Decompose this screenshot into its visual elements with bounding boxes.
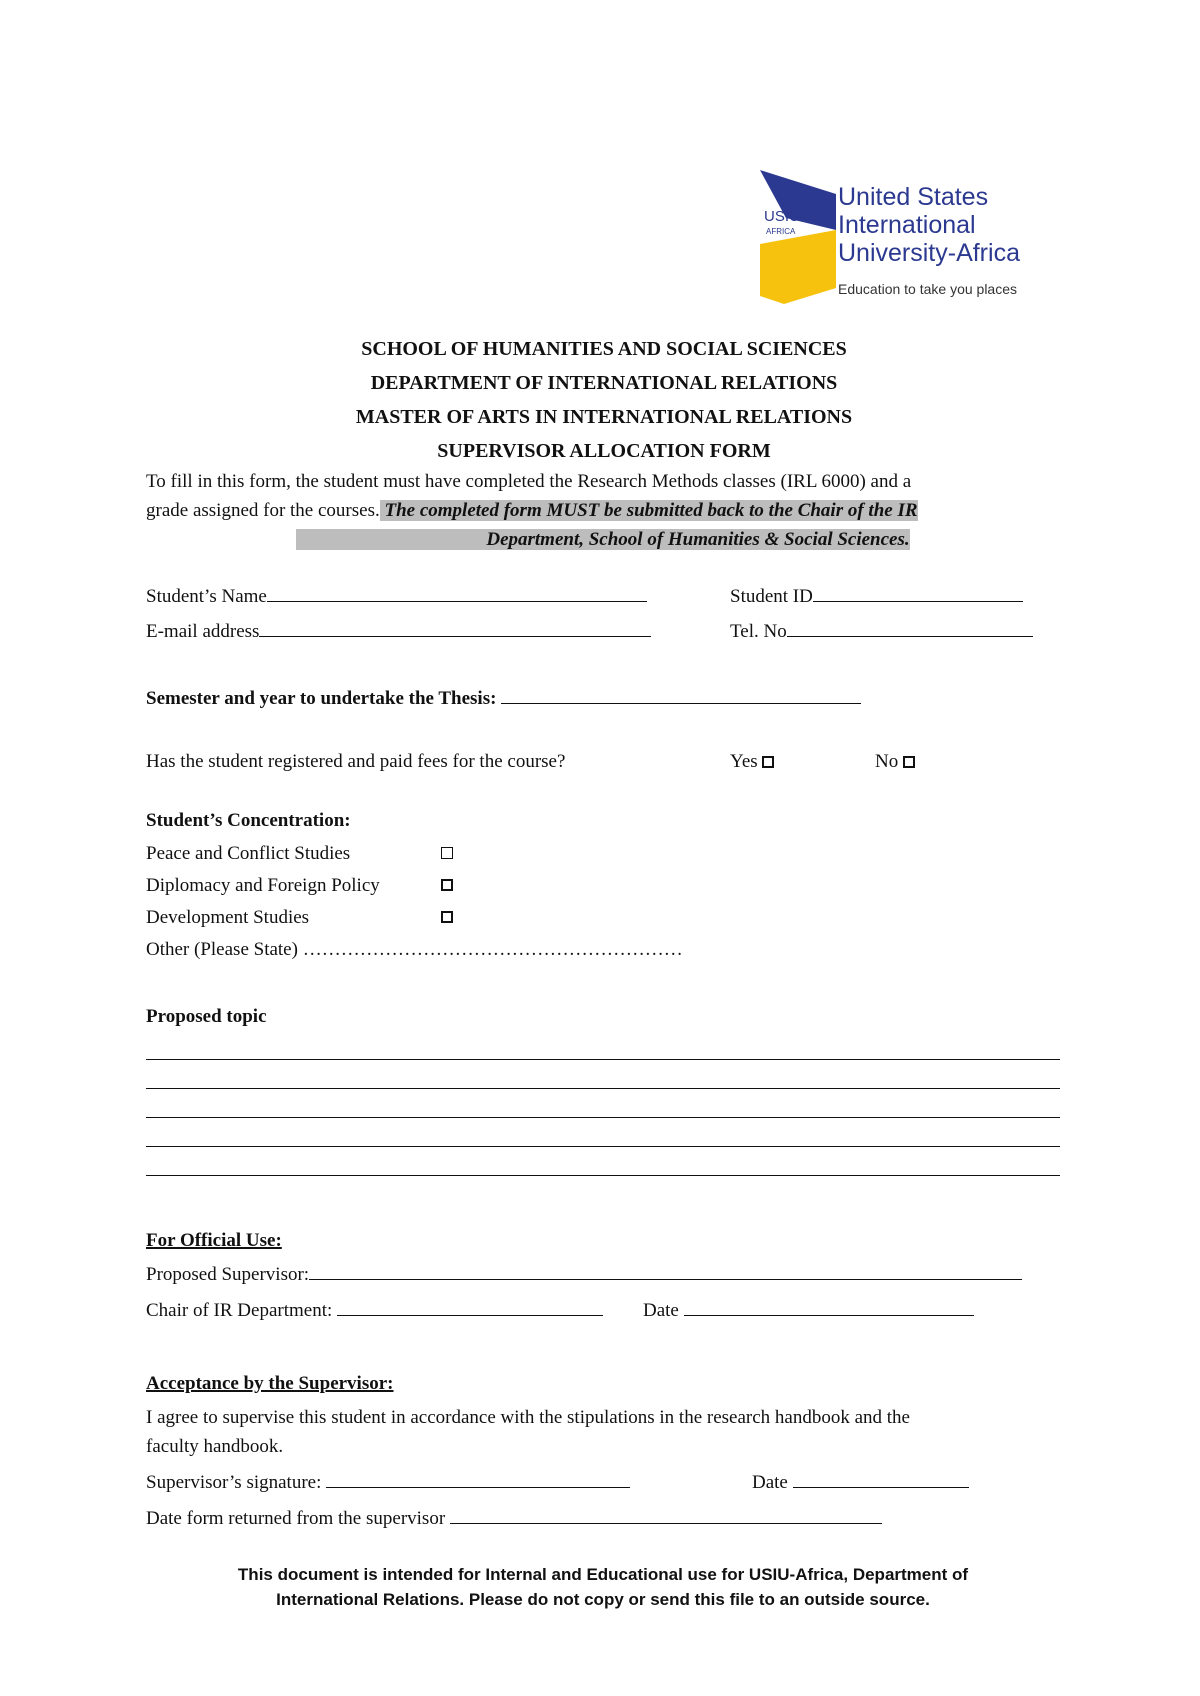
- no-checkbox[interactable]: [903, 756, 915, 768]
- date-returned-field[interactable]: [146, 1508, 882, 1530]
- date-returned-label: Date form returned from the supervisor: [146, 1508, 446, 1529]
- logo-line-2: International: [838, 211, 976, 239]
- logo-badge-bottom: AFRICA: [766, 227, 796, 236]
- registered-question: Has the student registered and paid fees for the course?: [146, 751, 566, 772]
- logo-tagline: Education to take you places: [838, 281, 1018, 297]
- email-line[interactable]: [259, 635, 651, 637]
- proposed-supervisor-line[interactable]: [309, 1278, 1022, 1280]
- supervisor-date-label: Date: [752, 1472, 788, 1493]
- student-name-line[interactable]: [267, 600, 647, 602]
- footer-disclaimer: [146, 1562, 1060, 1612]
- concentration-option-development: Development Studies: [146, 907, 310, 928]
- email-label: E-mail address: [146, 621, 260, 642]
- form-title: SUPERVISOR ALLOCATION FORM: [437, 440, 771, 462]
- acceptance-line-2: faculty handbook.: [146, 1436, 284, 1457]
- student-id-field[interactable]: [730, 586, 1023, 608]
- logo-line-1: United States: [838, 183, 989, 211]
- proposed-topic-heading: Proposed topic: [146, 1006, 267, 1027]
- logo-emblem: [758, 168, 838, 308]
- semester-line[interactable]: [501, 702, 861, 704]
- supervisor-signature-label: Supervisor’s signature:: [146, 1472, 322, 1493]
- diplomacy-checkbox[interactable]: [441, 879, 453, 891]
- concentration-option-diplomacy: Diplomacy and Foreign Policy: [146, 875, 380, 896]
- school-heading: SCHOOL OF HUMANITIES AND SOCIAL SCIENCES: [361, 338, 847, 360]
- instructions-emphasis: The completed form MUST be submitted back to the Chair of the IR: [379, 500, 918, 521]
- chair-date-line[interactable]: [684, 1314, 974, 1316]
- student-name-field[interactable]: [146, 586, 647, 608]
- logo-line-3: University-Africa: [838, 239, 1020, 267]
- footer-line-2: International Relations. Please do not copy or send this file to an outside source.: [276, 1590, 930, 1609]
- instructions-line-3: [146, 529, 1060, 551]
- peace-checkbox[interactable]: [441, 847, 453, 859]
- topic-line[interactable]: [146, 1088, 1060, 1089]
- date-returned-line[interactable]: [450, 1522, 882, 1524]
- concentration-other[interactable]: Other (Please State) ……………………………………………………: [146, 939, 683, 960]
- yes-checkbox[interactable]: [762, 756, 774, 768]
- official-use-heading-text: For Official Use:: [146, 1230, 282, 1251]
- instructions-line-2: [146, 500, 918, 522]
- email-field[interactable]: [146, 621, 651, 643]
- proposed-supervisor-label: Proposed Supervisor:: [146, 1264, 310, 1285]
- instructions-line-1: To fill in this form, the student must have completed the Research Methods classes (IRL 6000) and a: [146, 471, 912, 492]
- topic-line[interactable]: [146, 1175, 1060, 1176]
- development-checkbox[interactable]: [441, 911, 453, 923]
- proposed-supervisor-field[interactable]: [146, 1264, 1022, 1286]
- supervisor-date-field[interactable]: [752, 1472, 969, 1494]
- supervisor-signature-line[interactable]: [326, 1486, 630, 1488]
- concentration-heading: Student’s Concentration:: [146, 810, 351, 831]
- department-heading: DEPARTMENT OF INTERNATIONAL RELATIONS: [370, 372, 838, 394]
- acceptance-line-1: I agree to supervise this student in accordance with the stipulations in the research handbook and the: [146, 1407, 910, 1428]
- instructions-emphasis-2: Department, School of Humanities & Social Sciences.: [296, 529, 909, 550]
- student-id-label: Student ID: [730, 586, 813, 607]
- no-label: No: [875, 751, 899, 772]
- topic-line[interactable]: [146, 1146, 1060, 1147]
- supervisor-signature-field[interactable]: [146, 1472, 630, 1494]
- chair-label: Chair of IR Department:: [146, 1300, 333, 1321]
- no-option[interactable]: [875, 751, 915, 773]
- chair-field[interactable]: [146, 1300, 603, 1322]
- chair-line[interactable]: [337, 1314, 603, 1316]
- instructions-plain: grade assigned for the courses.: [146, 500, 380, 521]
- tel-field[interactable]: [730, 621, 1033, 643]
- acceptance-heading: [146, 1373, 394, 1395]
- official-use-heading: [146, 1230, 282, 1252]
- yes-option[interactable]: [730, 751, 774, 773]
- chair-date-field[interactable]: [643, 1300, 974, 1322]
- logo-badge-top: USIU: [764, 208, 800, 225]
- concentration-option-peace: Peace and Conflict Studies: [146, 843, 351, 864]
- student-name-label: Student’s Name: [146, 586, 267, 607]
- yes-label: Yes: [730, 751, 758, 772]
- footer-line-1: This document is intended for Internal and Educational use for USIU-Africa, Department of: [237, 1565, 969, 1584]
- acceptance-heading-text: Acceptance by the Supervisor:: [146, 1373, 394, 1394]
- tel-line[interactable]: [787, 635, 1033, 637]
- chair-date-label: Date: [643, 1300, 679, 1321]
- topic-line[interactable]: [146, 1059, 1060, 1060]
- semester-label: Semester and year to undertake the Thesis:: [146, 688, 497, 709]
- semester-field[interactable]: [146, 688, 861, 710]
- program-heading: MASTER OF ARTS IN INTERNATIONAL RELATIONS: [355, 406, 853, 428]
- topic-line[interactable]: [146, 1117, 1060, 1118]
- tel-label: Tel. No: [730, 621, 787, 642]
- supervisor-date-line[interactable]: [793, 1486, 969, 1488]
- student-id-line[interactable]: [813, 600, 1023, 602]
